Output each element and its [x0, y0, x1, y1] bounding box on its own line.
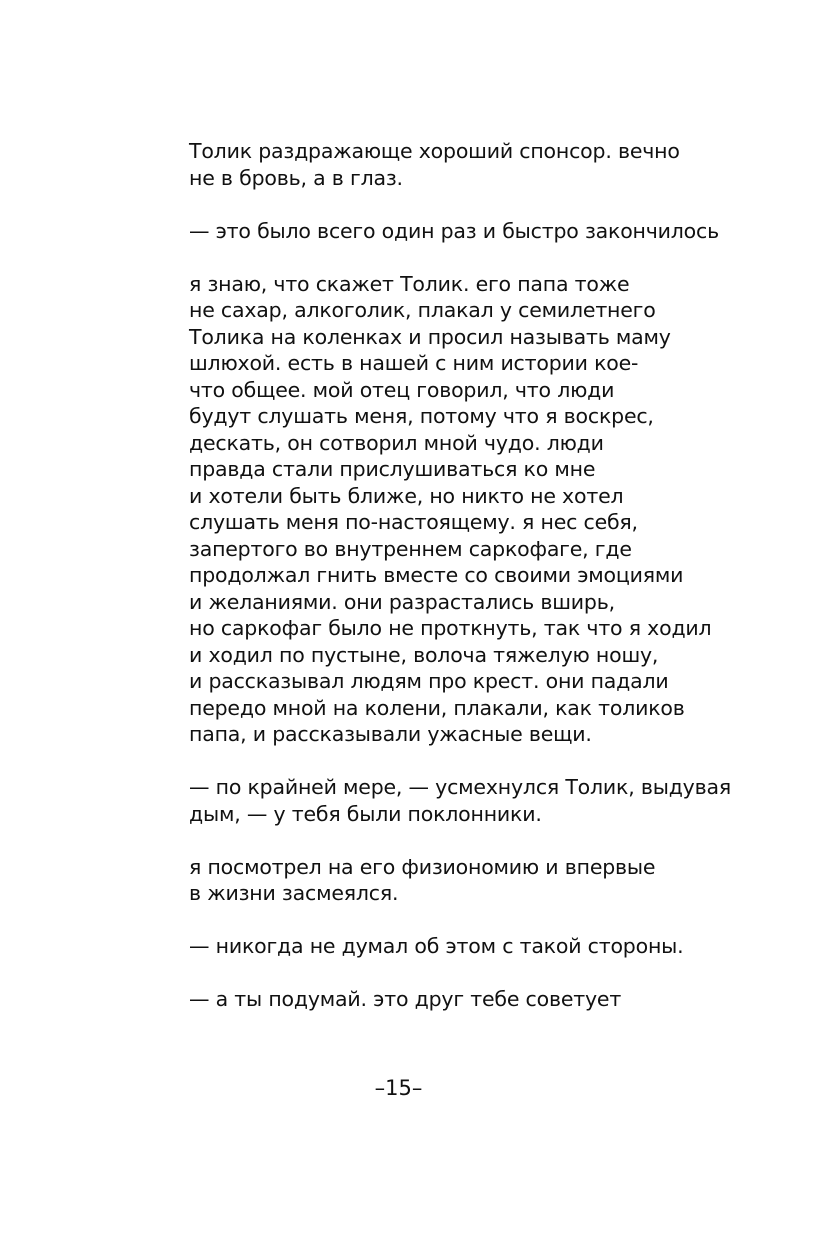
text-line: что общее. мой отец говорил, что люди	[189, 377, 615, 402]
text-line: передо мной на колени, плакали, как толиков	[189, 695, 685, 720]
text-line: Толик раздражающе хороший спонсор. вечно	[189, 139, 680, 163]
paragraph	[189, 218, 719, 245]
text-line: папа, и рассказывали ужасные вещи.	[189, 722, 592, 746]
text-line: продолжал гнить вместе со своими эмоциями	[189, 563, 684, 587]
text-line: я знаю, что скажет Толик. его папа тоже	[189, 271, 630, 296]
text-line: я посмотрел на его физиономию и впервые	[189, 854, 656, 879]
paragraph	[189, 138, 709, 191]
paragraph	[189, 854, 709, 907]
text-line: шлюхой. есть в нашей с ним истории кое-	[189, 351, 639, 375]
text-line: — это было всего один раз и быстро закончилось	[189, 218, 719, 243]
text-line: правда стали прислушиваться ко мне	[189, 457, 596, 481]
text-line: не в бровь, а в глаз.	[189, 165, 403, 190]
page-number: –15–	[374, 1076, 423, 1100]
paragraph	[189, 774, 731, 827]
paragraph	[189, 271, 712, 748]
text-line: будут слушать меня, потому что я воскрес,	[189, 404, 654, 428]
text-line: запертого во внутреннем саркофаге, где	[189, 536, 632, 561]
text-line: и желаниями. они разрастались вширь,	[189, 589, 615, 614]
text-line: Толика на коленках и просил называть маму	[189, 324, 671, 349]
body-text	[189, 138, 731, 1039]
text-line: не сахар, алкоголик, плакал у семилетнего	[189, 298, 656, 322]
text-line: — по крайней мере, — усмехнулся Толик, выдувая	[189, 775, 731, 799]
text-line: — а ты подумай. это друг тебе советует	[189, 987, 622, 1011]
text-line: и ходил по пустыне, волоча тяжелую ношу,	[189, 642, 659, 667]
paragraph	[189, 986, 709, 1013]
text-line: дым, — у тебя были поклонники.	[189, 801, 542, 826]
paragraph	[189, 933, 709, 960]
text-line: в жизни засмеялся.	[189, 881, 399, 905]
text-line: но саркофаг было не проткнуть, так что я ходил	[189, 616, 712, 640]
text-line: слушать меня по-настоящему. я нес себя,	[189, 510, 638, 534]
text-line: — никогда не думал об этом с такой стороны.	[189, 934, 684, 958]
text-line: дескать, он сотворил мной чудо. люди	[189, 430, 604, 455]
text-line: и рассказывал людям про крест. они падали	[189, 669, 669, 693]
text-line: и хотели быть ближе, но никто не хотел	[189, 483, 624, 508]
